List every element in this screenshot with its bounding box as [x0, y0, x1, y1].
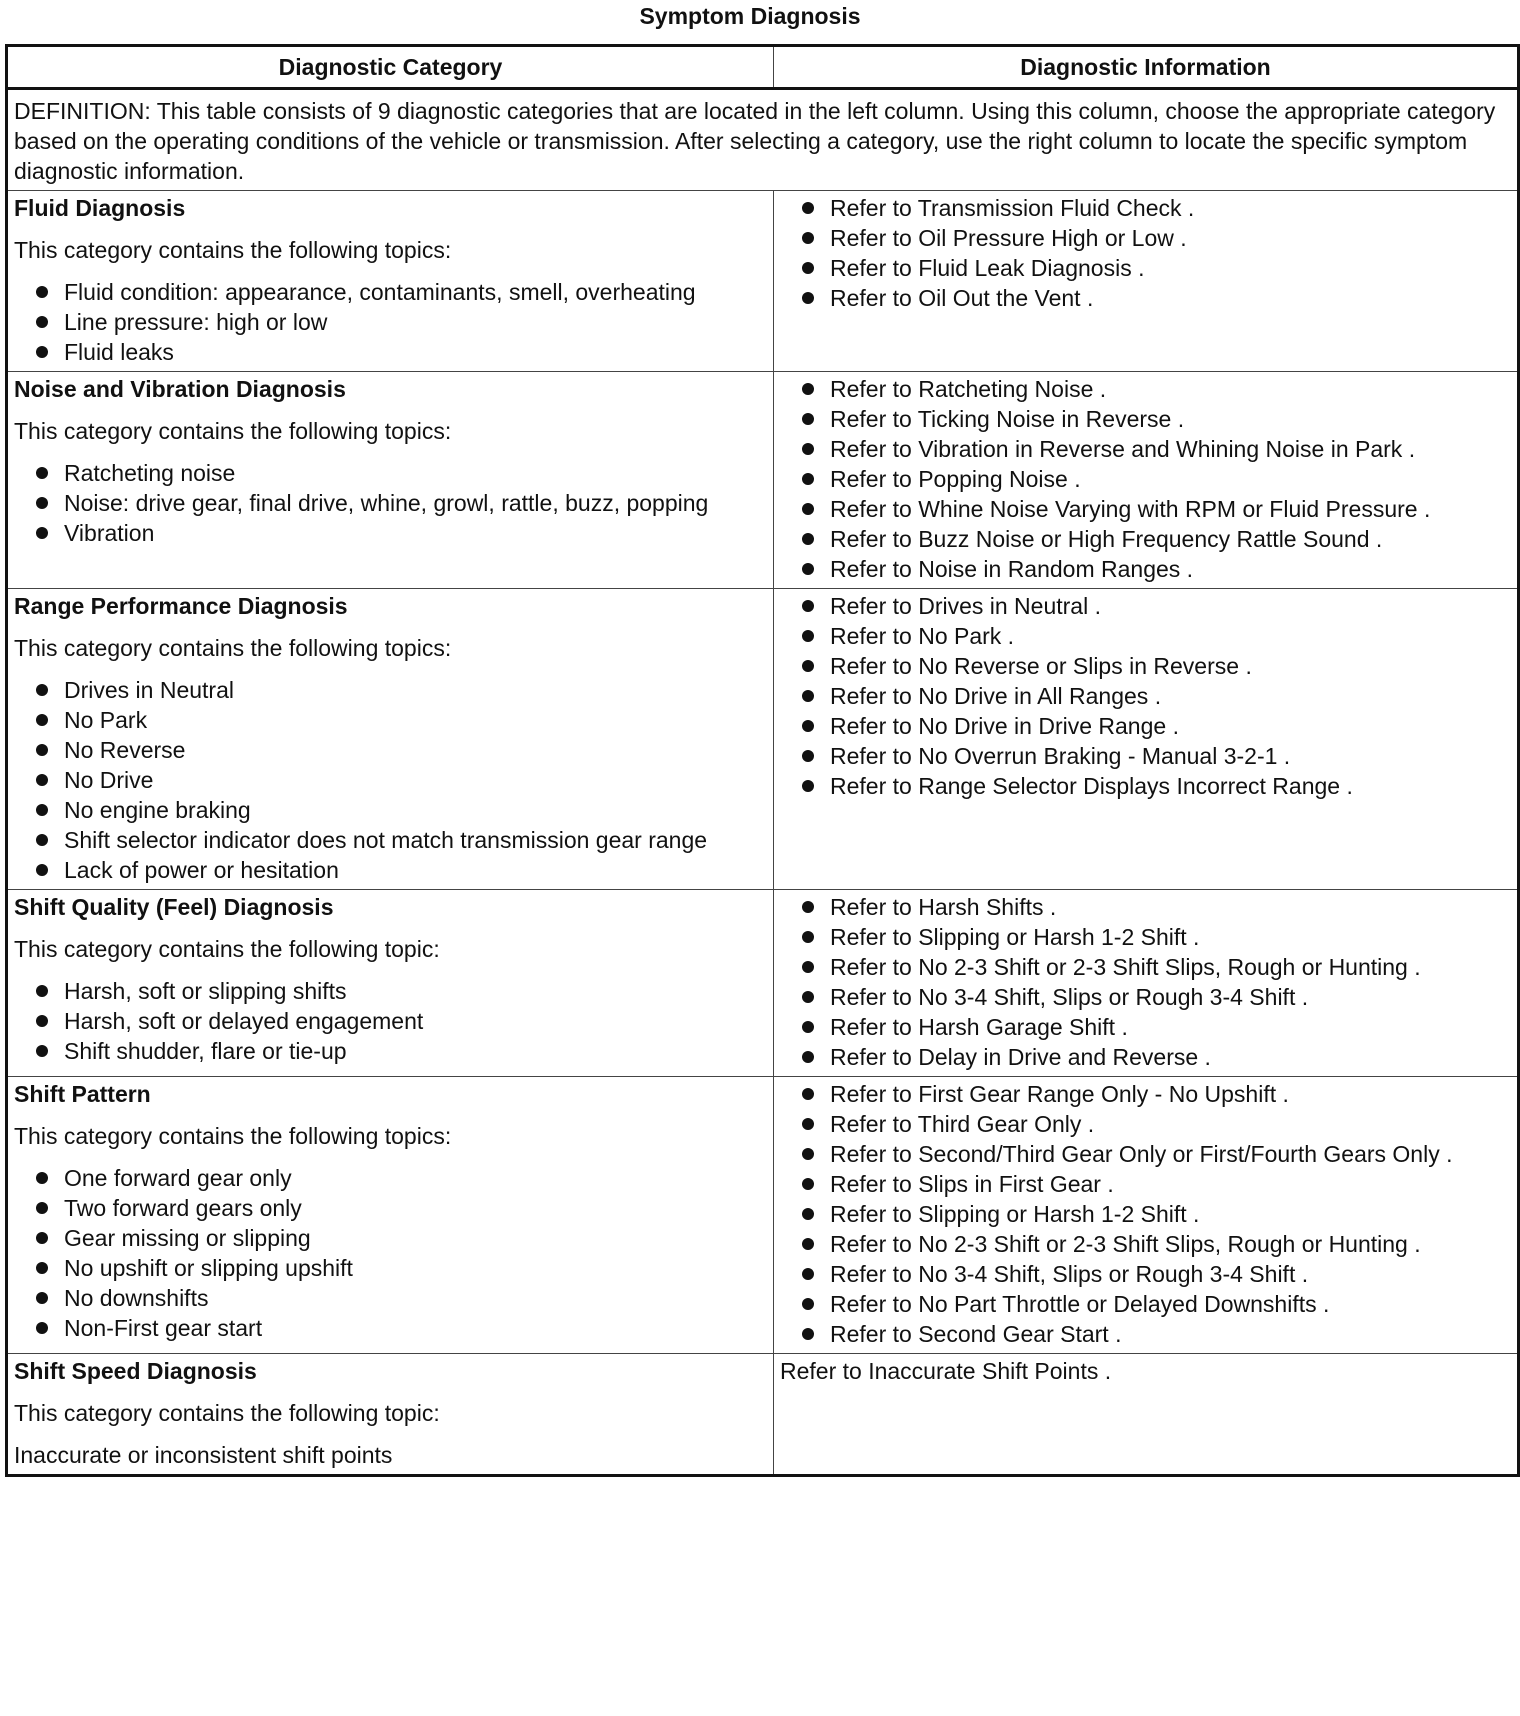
- reference-item: Refer to No 3-4 Shift, Slips or Rough 3-4 Shift .: [780, 982, 1511, 1012]
- reference-item: Refer to Ratcheting Noise .: [780, 374, 1511, 404]
- table-row: [7, 1077, 1519, 1354]
- reference-item: Refer to First Gear Range Only - No Upshift .: [780, 1079, 1511, 1109]
- reference-item: Refer to No 2-3 Shift or 2-3 Shift Slips, Rough or Hunting .: [780, 1229, 1511, 1259]
- information-cell: [774, 1077, 1519, 1354]
- topic-item: One forward gear only: [14, 1163, 767, 1193]
- reference-text: Refer to Inaccurate Shift Points .: [780, 1358, 1112, 1384]
- topic-item: Lack of power or hesitation: [14, 855, 767, 885]
- information-cell: [774, 372, 1519, 589]
- information-cell: [774, 890, 1519, 1077]
- reference-item: Refer to Slipping or Harsh 1-2 Shift .: [780, 922, 1511, 952]
- reference-item: Refer to Range Selector Displays Incorrect Range .: [780, 771, 1511, 801]
- information-cell: [774, 191, 1519, 372]
- reference-item: Refer to Whine Noise Varying with RPM or Fluid Pressure .: [780, 494, 1511, 524]
- reference-list: [780, 892, 1511, 1072]
- category-title: Shift Quality (Feel) Diagnosis: [14, 894, 334, 920]
- category-intro: This category contains the following topics:: [14, 237, 452, 263]
- category-title: Range Performance Diagnosis: [14, 593, 348, 619]
- topic-item: No upshift or slipping upshift: [14, 1253, 767, 1283]
- table-row: [7, 1354, 1519, 1476]
- topic-item: Fluid leaks: [14, 337, 767, 367]
- reference-item: Refer to Oil Out the Vent .: [780, 283, 1511, 313]
- category-intro: This category contains the following topics:: [14, 418, 452, 444]
- reference-item: Refer to Delay in Drive and Reverse .: [780, 1042, 1511, 1072]
- reference-item: Refer to No 2-3 Shift or 2-3 Shift Slips, Rough or Hunting .: [780, 952, 1511, 982]
- topic-item: Drives in Neutral: [14, 675, 767, 705]
- reference-item: Refer to Second Gear Start .: [780, 1319, 1511, 1349]
- reference-item: Refer to No Part Throttle or Delayed Downshifts .: [780, 1289, 1511, 1319]
- topic-list: [14, 976, 767, 1066]
- topic-item: Line pressure: high or low: [14, 307, 767, 337]
- reference-item: Refer to Harsh Shifts .: [780, 892, 1511, 922]
- reference-item: Refer to Buzz Noise or High Frequency Rattle Sound .: [780, 524, 1511, 554]
- topic-list: [14, 1163, 767, 1343]
- category-title: Noise and Vibration Diagnosis: [14, 376, 346, 402]
- topic-item: Shift selector indicator does not match transmission gear range: [14, 825, 767, 855]
- topic-item: Fluid condition: appearance, contaminants, smell, overheating: [14, 277, 767, 307]
- reference-item: Refer to Vibration in Reverse and Whining Noise in Park .: [780, 434, 1511, 464]
- category-cell: [7, 1077, 774, 1354]
- category-intro: This category contains the following topics:: [14, 635, 452, 661]
- reference-item: Refer to Transmission Fluid Check .: [780, 193, 1511, 223]
- reference-item: Refer to Fluid Leak Diagnosis .: [780, 253, 1511, 283]
- information-cell: [774, 589, 1519, 890]
- reference-item: Refer to No Reverse or Slips in Reverse .: [780, 651, 1511, 681]
- symptom-diagnosis-table: [5, 44, 1520, 1477]
- topic-item: Gear missing or slipping: [14, 1223, 767, 1253]
- topic-item: Shift shudder, flare or tie-up: [14, 1036, 767, 1066]
- reference-item: Refer to Third Gear Only .: [780, 1109, 1511, 1139]
- topic-item: Harsh, soft or delayed engagement: [14, 1006, 767, 1036]
- definition-row: [7, 89, 1519, 191]
- reference-item: Refer to No Park .: [780, 621, 1511, 651]
- table-row: [7, 589, 1519, 890]
- category-cell: [7, 589, 774, 890]
- reference-item: Refer to No Overrun Braking - Manual 3-2-1 .: [780, 741, 1511, 771]
- table-row: [7, 191, 1519, 372]
- table-row: [7, 372, 1519, 589]
- category-intro: This category contains the following topic:: [14, 936, 440, 962]
- topic-list: [14, 458, 767, 548]
- category-title: Fluid Diagnosis: [14, 195, 186, 221]
- topic-item: No downshifts: [14, 1283, 767, 1313]
- topic-item: No Park: [14, 705, 767, 735]
- reference-list: [780, 591, 1511, 801]
- topic-item: No Reverse: [14, 735, 767, 765]
- topic-item: No Drive: [14, 765, 767, 795]
- page-title: Symptom Diagnosis: [639, 3, 861, 29]
- topic-item: Two forward gears only: [14, 1193, 767, 1223]
- reference-item: Refer to Popping Noise .: [780, 464, 1511, 494]
- reference-item: Refer to Noise in Random Ranges .: [780, 554, 1511, 584]
- topic-item: Noise: drive gear, final drive, whine, growl, rattle, buzz, popping: [14, 488, 767, 518]
- column-header-category: Diagnostic Category: [7, 46, 774, 89]
- reference-item: Refer to No 3-4 Shift, Slips or Rough 3-4 Shift .: [780, 1259, 1511, 1289]
- reference-item: Refer to Harsh Garage Shift .: [780, 1012, 1511, 1042]
- column-header-information: Diagnostic Information: [774, 46, 1519, 89]
- reference-list: [780, 374, 1511, 584]
- category-cell: [7, 890, 774, 1077]
- topic-item: No engine braking: [14, 795, 767, 825]
- category-intro: This category contains the following topic:: [14, 1400, 440, 1426]
- reference-list: [780, 1079, 1511, 1349]
- reference-list: [780, 193, 1511, 313]
- category-title: Shift Speed Diagnosis: [14, 1358, 257, 1384]
- category-title: Shift Pattern: [14, 1081, 151, 1107]
- reference-item: Refer to Drives in Neutral .: [780, 591, 1511, 621]
- definition-text: DEFINITION: This table consists of 9 diagnostic categories that are located in the left column. Using this column, choose the appropriate category based on the operating conditions of the vehicle or transmission. After selecting a category, use the right column to locate the specific symptom diagnostic information.: [7, 89, 1519, 191]
- topic-list: [14, 675, 767, 885]
- reference-item: Refer to Second/Third Gear Only or First/Fourth Gears Only .: [780, 1139, 1511, 1169]
- topic-item: Harsh, soft or slipping shifts: [14, 976, 767, 1006]
- topic-item: Non-First gear start: [14, 1313, 767, 1343]
- category-cell: [7, 191, 774, 372]
- topic-text: Inaccurate or inconsistent shift points: [14, 1442, 393, 1468]
- category-cell: [7, 372, 774, 589]
- category-intro: This category contains the following topics:: [14, 1123, 452, 1149]
- table-header-row: [7, 46, 1519, 89]
- reference-item: Refer to Ticking Noise in Reverse .: [780, 404, 1511, 434]
- reference-item: Refer to No Drive in Drive Range .: [780, 711, 1511, 741]
- category-cell: [7, 1354, 774, 1476]
- reference-item: Refer to Slips in First Gear .: [780, 1169, 1511, 1199]
- table-row: [7, 890, 1519, 1077]
- reference-item: Refer to No Drive in All Ranges .: [780, 681, 1511, 711]
- information-cell: [774, 1354, 1519, 1476]
- topic-item: Vibration: [14, 518, 767, 548]
- reference-item: Refer to Oil Pressure High or Low .: [780, 223, 1511, 253]
- topic-item: Ratcheting noise: [14, 458, 767, 488]
- reference-item: Refer to Slipping or Harsh 1-2 Shift .: [780, 1199, 1511, 1229]
- topic-list: [14, 277, 767, 367]
